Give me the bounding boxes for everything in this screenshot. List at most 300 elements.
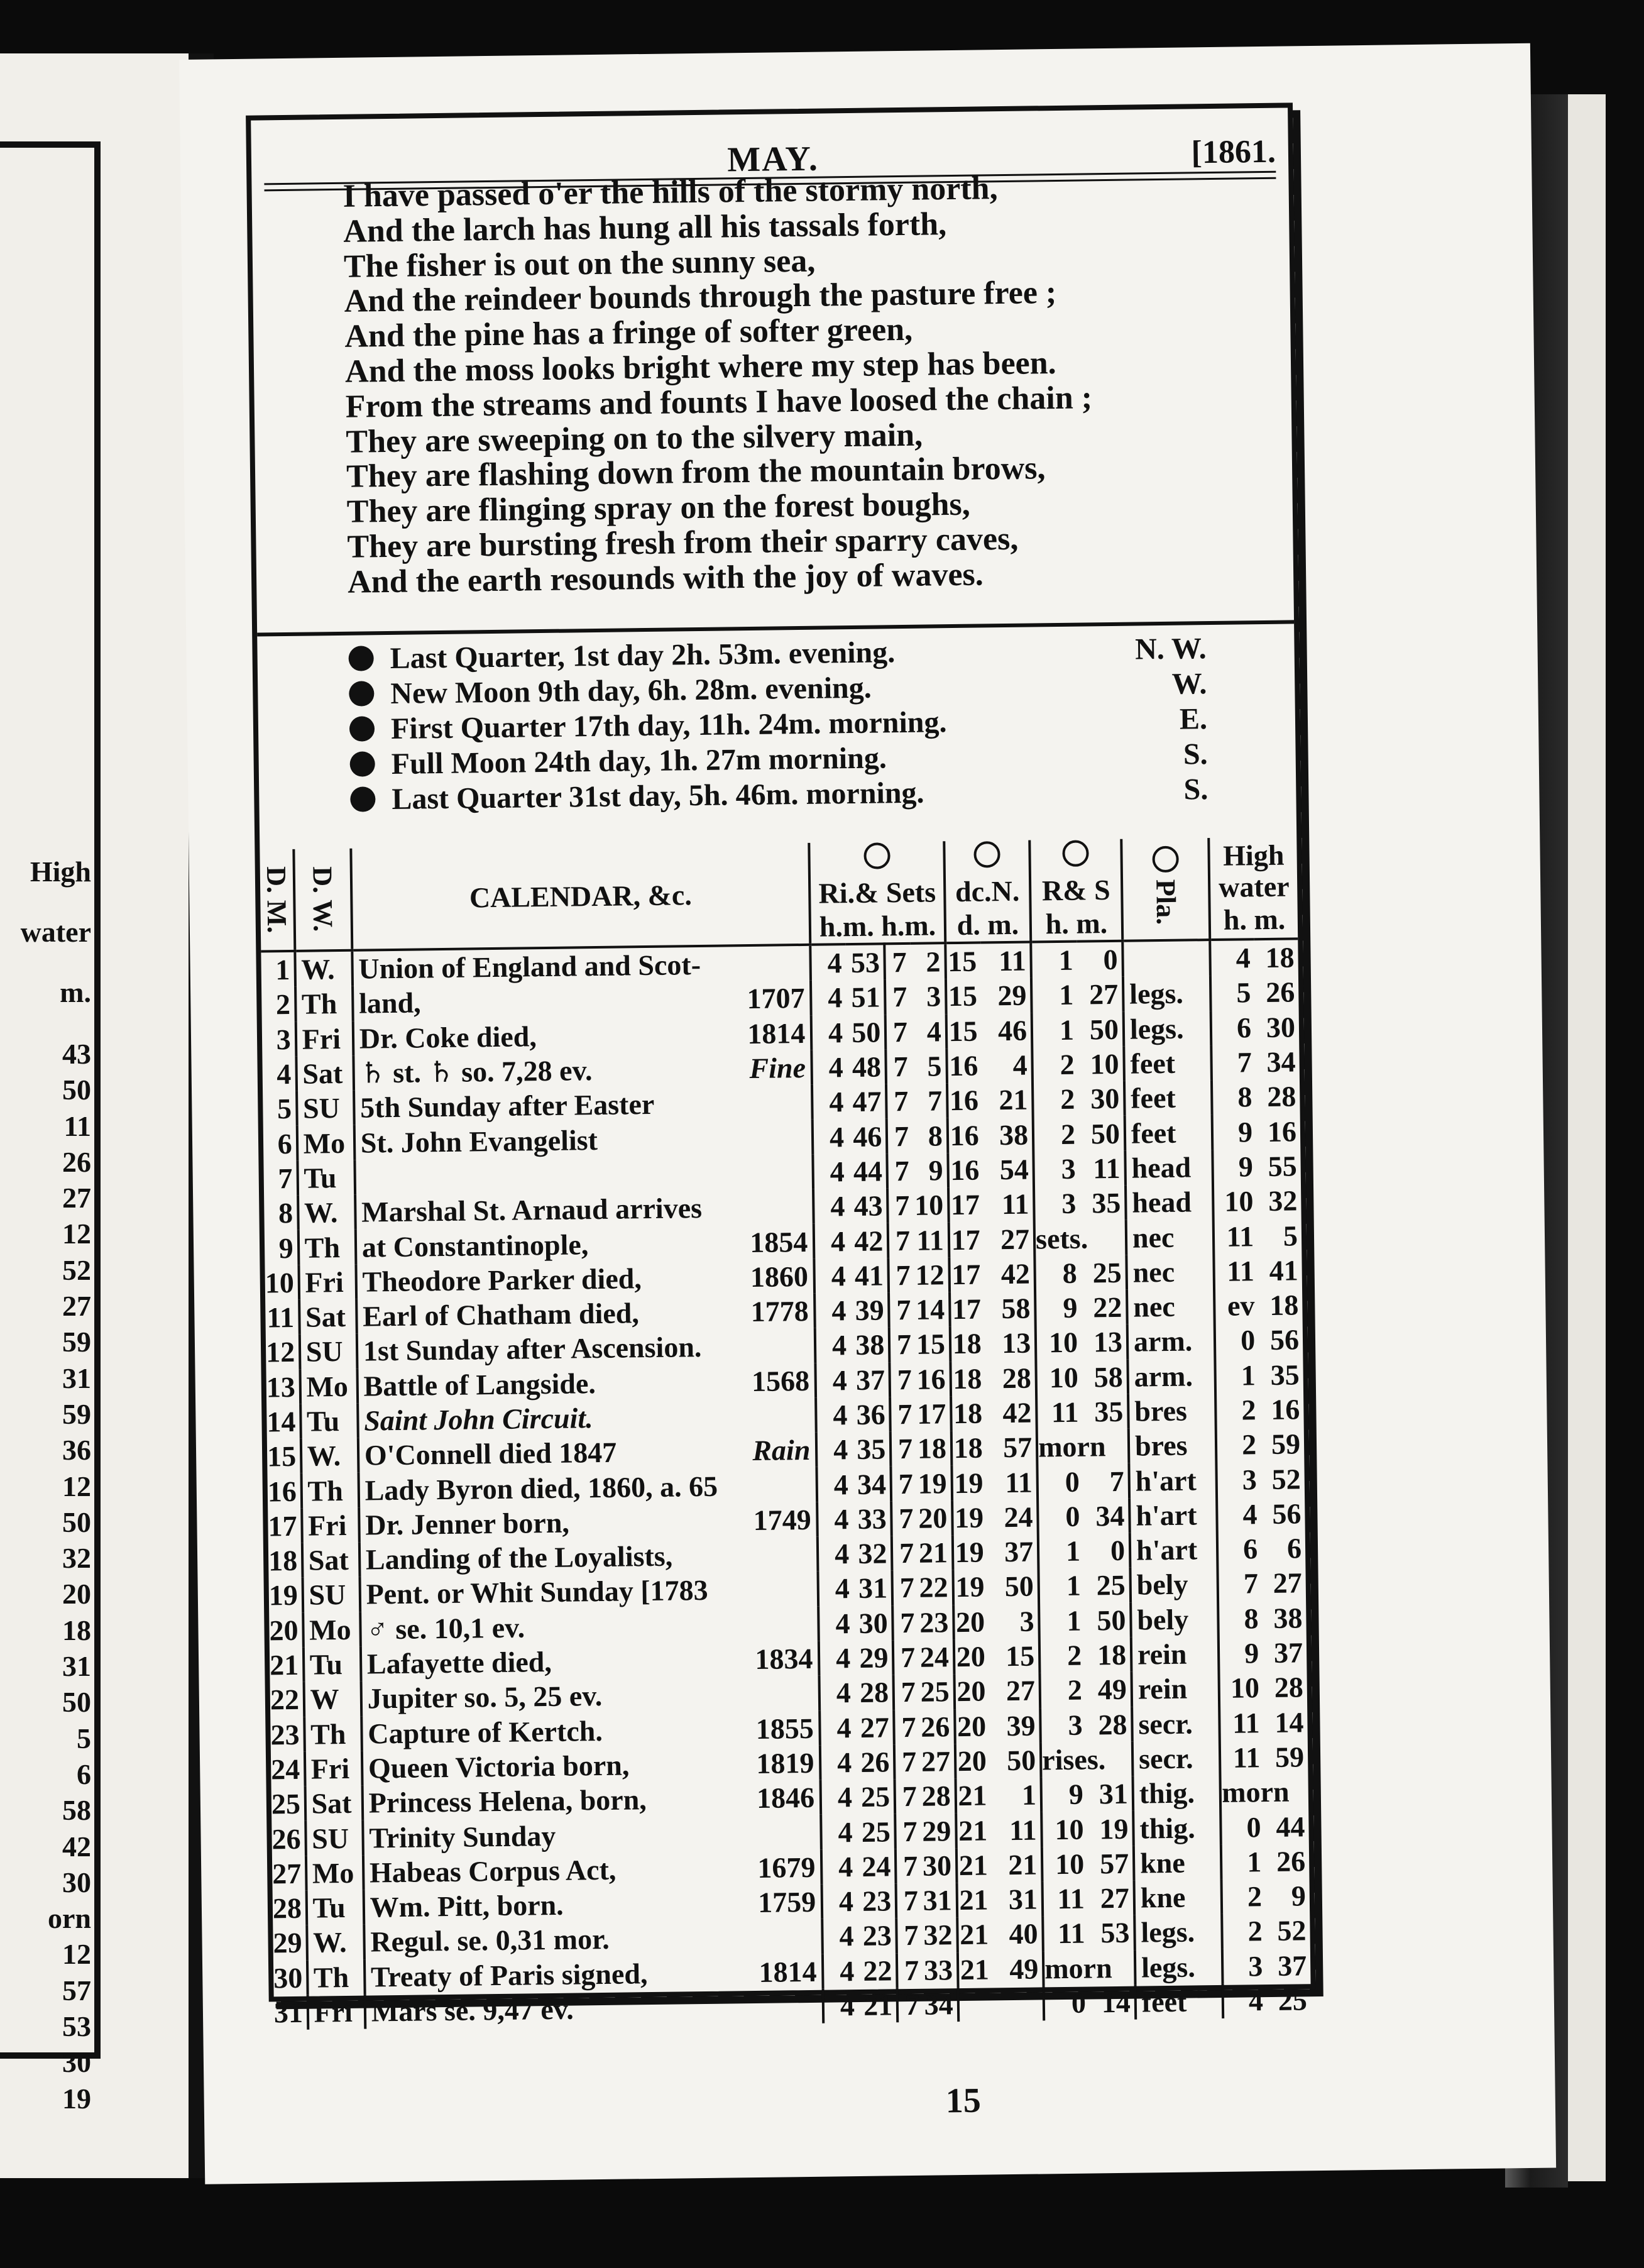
day-of-month-cell: 10	[265, 1266, 295, 1299]
event-text: ♂ se. 10,1 ev.	[366, 1611, 525, 1646]
event-cell	[358, 1398, 816, 1438]
high-water-hour-cell: 1	[1221, 1844, 1265, 1880]
facing-value: 43	[62, 1038, 91, 1070]
facing-value: 50	[62, 1686, 91, 1719]
moon-hour-cell: 10	[1036, 1325, 1082, 1360]
col-moon-place	[1121, 838, 1210, 941]
poem	[342, 168, 1278, 600]
calendar-body	[261, 939, 1311, 2030]
event-cell	[363, 1849, 822, 1890]
declination-minute-cell: 1	[1021, 1778, 1037, 1812]
day-of-week-cell: Fri	[299, 1264, 356, 1299]
sunrise-hour-cell: 4	[811, 980, 846, 1015]
sunset-hour-cell: 7	[887, 1188, 913, 1223]
declination-minute-cell: 21	[1007, 1848, 1038, 1881]
moon-place-cell: legs.	[1123, 976, 1211, 1011]
facing-value: 5	[77, 1722, 91, 1754]
poem-line: They are sweeping on to the silvery main,	[346, 417, 923, 460]
sunset-hour-cell: 7	[887, 1153, 913, 1189]
high-water-minute-cell: 38	[1273, 1602, 1303, 1634]
high-water-minute-cell: 16	[1271, 1393, 1300, 1426]
sunrise-hour-cell: 4	[818, 1606, 853, 1641]
page-edge	[1568, 94, 1606, 2181]
day-of-week-cell: Tu	[297, 1160, 355, 1196]
poem-line: They are flashing down from the mountain brows,	[346, 450, 1046, 495]
day-of-week-cell: SU	[302, 1577, 360, 1612]
sunset-minute-cell: 29	[922, 1814, 951, 1847]
sunrise-hour-cell: 4	[814, 1223, 849, 1258]
col-day-of-week: D. W.	[293, 849, 352, 951]
moon-hour-cell: 2	[1033, 1116, 1080, 1152]
declination-degree-cell: 21	[958, 1952, 993, 1987]
high-water-hour-cell: 3	[1217, 1462, 1261, 1497]
moon-phase-text: New Moon 9th day, 6h. 28m. evening.	[390, 671, 872, 710]
declination-degree-cell: 15	[945, 943, 980, 979]
moon-symbol-icon	[348, 646, 373, 671]
declination-degree-cell: 21	[956, 1847, 992, 1883]
sunset-hour-cell: 7	[896, 1883, 922, 1918]
declination-minute-cell: 42	[1002, 1396, 1032, 1429]
declination-degree-cell: 17	[950, 1291, 985, 1326]
sunrise-minute-cell: 35	[857, 1433, 886, 1466]
moon-phase	[348, 635, 895, 676]
poem-line: And the reindeer bounds through the pasture free ;	[344, 275, 1057, 320]
day-of-month-cell: 7	[278, 1162, 293, 1195]
facing-page-high-water-column	[0, 855, 91, 2117]
day-of-week-cell: Th	[307, 1959, 365, 1995]
event-text: Union of England and Scot-	[358, 949, 701, 985]
sunset-hour-cell: 7	[887, 1118, 912, 1153]
facing-value: 58	[62, 1794, 91, 1827]
sunrise-minute-cell: 27	[860, 1711, 890, 1744]
sunrise-hour-cell: 4	[821, 1849, 857, 1885]
declination-degree-cell: 19	[952, 1500, 987, 1535]
moon-place-cell: nec	[1126, 1254, 1214, 1290]
high-water-hour-cell: morn	[1220, 1775, 1264, 1810]
event-text: Princess Helena, born,	[368, 1783, 647, 1819]
event-text: Saint John Circuit.	[363, 1402, 593, 1437]
moon-hour-cell: 9	[1041, 1777, 1088, 1812]
event-cell	[354, 1155, 813, 1195]
event-cell	[359, 1537, 818, 1577]
sunrise-hour-cell: 4	[811, 944, 846, 981]
moon-minute-cell: 30	[1090, 1082, 1120, 1115]
moon-hour-cell: sets.	[1034, 1221, 1081, 1256]
high-water-minute-cell: 35	[1270, 1358, 1300, 1391]
event-cell	[361, 1710, 820, 1751]
sunrise-hour-cell: 4	[813, 1120, 848, 1155]
sunrise-minute-cell: 22	[863, 1954, 892, 1987]
sunset-minute-cell: 24	[919, 1641, 950, 1673]
moon-icon	[1152, 846, 1179, 873]
moon-hour-cell: 2	[1033, 1082, 1079, 1117]
sunrise-hour-cell: 4	[815, 1328, 850, 1363]
moon-hour-cell: 10	[1041, 1812, 1088, 1847]
day-of-month-cell: 13	[266, 1370, 296, 1404]
declination-degree-cell: 21	[957, 1917, 992, 1952]
event-cell	[359, 1572, 818, 1612]
declination-minute-cell: 11	[1009, 1814, 1037, 1846]
wind-direction: S.	[1183, 773, 1208, 806]
facing-value: 53	[62, 2010, 91, 2043]
event-text: Habeas Corpus Act,	[369, 1853, 616, 1889]
high-water-hour-cell: 11	[1214, 1253, 1258, 1289]
moon-place-cell: head	[1126, 1184, 1214, 1220]
poem-line: And the larch has hung all his tassals forth,	[343, 206, 947, 250]
day-of-month-cell: 17	[268, 1509, 297, 1543]
sunrise-hour-cell: 4	[814, 1258, 850, 1294]
event-cell	[364, 1919, 823, 1959]
poem-line: They are bursting fresh from their sparry caves,	[347, 520, 1019, 565]
moon-place-cell: h'art	[1129, 1462, 1217, 1498]
day-of-week-cell: Sat	[302, 1543, 359, 1578]
facing-value: 19	[62, 2082, 91, 2115]
sunset-hour-cell: 7	[885, 979, 911, 1015]
moon-minute-cell: 49	[1097, 1673, 1127, 1706]
high-water-hour-cell: 4	[1210, 939, 1254, 976]
moon-hour-cell: 0	[1044, 1985, 1090, 2020]
sunset-hour-cell: 7	[890, 1397, 916, 1432]
wind-direction: E.	[1179, 702, 1208, 736]
moon-place-cell: kne	[1134, 1880, 1222, 1915]
declination-minute-cell: 42	[1000, 1257, 1031, 1290]
sunset-minute-cell: 15	[916, 1328, 946, 1361]
high-water-minute-cell: 18	[1269, 1289, 1299, 1322]
event-year: 1778	[750, 1295, 809, 1328]
day-of-month-cell: 8	[278, 1197, 293, 1230]
day-of-month-cell: 22	[270, 1683, 300, 1716]
high-water-minute-cell: 52	[1277, 1914, 1307, 1947]
day-of-month-cell: 16	[267, 1475, 297, 1508]
sunset-minute-cell: 17	[916, 1397, 946, 1430]
col-sun-rise-set	[809, 841, 946, 945]
event-year: Rain	[752, 1434, 811, 1467]
sunset-hour-cell: 7	[894, 1744, 920, 1780]
declination-minute-cell: 29	[997, 979, 1027, 1012]
high-water-minute-cell: 56	[1272, 1497, 1302, 1530]
declination-minute-cell: 27	[1000, 1223, 1030, 1255]
day-of-month-cell: 12	[265, 1336, 295, 1368]
moon-minute-cell: 53	[1100, 1917, 1130, 1949]
sunrise-minute-cell: 25	[861, 1815, 891, 1848]
day-of-month-cell: 27	[271, 1857, 302, 1890]
high-water-minute-cell: 9	[1291, 1880, 1307, 1912]
moon-place-cell: legs.	[1124, 1011, 1212, 1047]
day-of-week-cell: Mo	[297, 1125, 354, 1160]
declination-degree-cell: 19	[951, 1465, 987, 1500]
moon-minute-cell: 18	[1097, 1638, 1127, 1671]
sunset-hour-cell: 7	[897, 1952, 923, 1988]
sunset-minute-cell: 28	[921, 1780, 951, 1813]
moon-minute-cell: 31	[1099, 1778, 1129, 1810]
moon-place-cell: head	[1125, 1150, 1213, 1186]
sunset-hour-cell: 7	[892, 1570, 918, 1605]
facing-header-line: High	[30, 856, 91, 888]
event-cell	[361, 1676, 819, 1716]
sunset-minute-cell: 8	[928, 1119, 943, 1152]
event-cell	[353, 1015, 812, 1055]
declination-degree-cell: 20	[954, 1674, 989, 1709]
high-water-hour-cell: 2	[1222, 1879, 1266, 1914]
poem-line: They are flinging spray on the forest boughs,	[346, 486, 971, 530]
high-water-minute-cell: 6	[1286, 1532, 1302, 1565]
declination-minute-cell: 39	[1006, 1709, 1036, 1742]
year-label: [1861.	[1191, 133, 1276, 171]
day-of-month-cell: 20	[269, 1614, 299, 1647]
sunrise-minute-cell: 37	[855, 1363, 885, 1396]
sunrise-minute-cell: 38	[855, 1328, 885, 1362]
event-text: Capture of Kertch.	[368, 1714, 603, 1750]
high-water-hour-cell: 7	[1212, 1045, 1256, 1080]
sun-icon	[863, 842, 890, 869]
event-cell	[356, 1258, 814, 1299]
moon-place-cell: kne	[1134, 1845, 1222, 1881]
calendar-table	[260, 837, 1311, 2030]
day-of-week-cell: Sat	[296, 1056, 354, 1091]
event-text: Regul. se. 0,31 mor.	[370, 1923, 610, 1958]
high-water-hour-cell: 11	[1220, 1705, 1264, 1741]
facing-value: 31	[62, 1362, 91, 1394]
moon-hour-cell: 1	[1039, 1568, 1085, 1604]
moon-header-label: R& S	[1041, 873, 1110, 906]
facing-header-line: water	[20, 916, 91, 948]
moon-hour-cell: 3	[1040, 1707, 1087, 1742]
facing-value: 6	[77, 1758, 91, 1790]
sunrise-minute-cell: 36	[856, 1398, 885, 1431]
day-of-week-cell: Fri	[307, 1995, 365, 2030]
sunset-hour-cell: 7	[891, 1501, 917, 1536]
moon-hour-cell: 1	[1031, 977, 1078, 1013]
event-cell	[364, 1989, 823, 2029]
sunset-hour-cell: 7	[886, 1049, 912, 1084]
high-water-minute-cell: 28	[1274, 1671, 1304, 1704]
facing-value: 12	[62, 1218, 91, 1250]
day-of-month-cell: 4	[277, 1057, 292, 1091]
moon-hour-cell: 10	[1042, 1846, 1088, 1881]
facing-value: 12	[62, 1938, 91, 1971]
sunset-minute-cell: 7	[927, 1084, 943, 1117]
moon-place-cell: h'art	[1129, 1497, 1217, 1533]
event-text: Pent. or Whit Sunday [1783	[366, 1574, 708, 1611]
moon-minute-cell: 27	[1088, 978, 1119, 1011]
moon-symbol-icon	[350, 786, 375, 812]
day-of-week-cell: W.	[298, 1195, 356, 1230]
sunrise-hour-cell: 4	[817, 1502, 852, 1537]
declination-degree-cell: 18	[950, 1326, 985, 1362]
event-text: ♄ st. ♄ so. 7,28 ev.	[359, 1054, 593, 1089]
sunset-hour-cell: 7	[890, 1431, 916, 1467]
facing-value: 50	[62, 1074, 91, 1106]
high-water-minute-cell: 37	[1277, 1949, 1307, 1982]
sunrise-hour-cell: 4	[822, 1918, 857, 1954]
event-text: land,	[358, 986, 421, 1020]
sunrise-minute-cell: 30	[858, 1607, 889, 1639]
poem-line: And the pine has a fringe of softer green,	[344, 311, 913, 355]
high-water-hour-cell: 8	[1219, 1601, 1263, 1636]
day-of-week-cell: Mo	[303, 1612, 361, 1647]
moon-minute-cell: 34	[1095, 1499, 1125, 1533]
sunset-hour-cell: 7	[897, 1988, 923, 2023]
sunset-hour-cell: 7	[892, 1536, 918, 1571]
day-of-month-cell: 25	[271, 1788, 301, 1820]
moon-hour-cell: 0	[1037, 1464, 1083, 1499]
high-water-hour-cell: 7	[1218, 1566, 1262, 1601]
declination-minute-cell: 27	[1006, 1674, 1036, 1707]
event-text: Wm. Pitt, born.	[370, 1888, 564, 1924]
sunrise-minute-cell: 43	[853, 1189, 883, 1223]
moon-minute-cell: 58	[1093, 1360, 1123, 1394]
moon-hour-cell: rises.	[1041, 1742, 1087, 1777]
sunset-hour-cell: 7	[895, 1779, 921, 1814]
high-water-hour-cell: 5	[1210, 976, 1254, 1011]
sunset-hour-cell: 7	[894, 1675, 919, 1710]
moon-symbol-icon	[349, 716, 375, 741]
event-cell	[354, 1120, 813, 1160]
event-year: 1819	[756, 1746, 814, 1780]
declination-minute-cell: 49	[1009, 1952, 1039, 1985]
day-of-month-cell: 24	[270, 1753, 300, 1786]
wind-direction: W.	[1171, 667, 1207, 701]
high-water-minute-cell: 28	[1266, 1080, 1296, 1113]
event-cell	[360, 1606, 819, 1646]
moon-hour-cell: morn	[1043, 1951, 1090, 1986]
day-of-month-cell: 15	[266, 1440, 297, 1473]
declination-minute-cell	[993, 1986, 1044, 2021]
high-water-minute-cell: 34	[1266, 1045, 1296, 1079]
day-of-month-cell: 31	[273, 1996, 304, 2029]
sunrise-hour-cell: 4	[816, 1432, 852, 1467]
sunrise-minute-cell: 41	[854, 1259, 884, 1292]
declination-degree-cell: 15	[946, 979, 981, 1014]
moon-hour-cell: 3	[1033, 1151, 1080, 1186]
event-year: 1814	[747, 1016, 806, 1050]
sunrise-minute-cell: 50	[851, 1016, 881, 1049]
sunset-minute-cell: 4	[926, 1015, 942, 1048]
sunrise-hour-cell: 4	[819, 1675, 855, 1710]
day-of-week-cell: W	[304, 1682, 361, 1717]
day-of-month-cell: 23	[270, 1718, 300, 1751]
event-text: Landing of the Loyalists,	[365, 1539, 673, 1576]
moon-minute-cell: 10	[1090, 1047, 1119, 1081]
moon-place-cell: nec	[1127, 1289, 1215, 1324]
event-text: at Constantinople,	[361, 1228, 589, 1263]
event-text: 5th Sunday after Easter	[359, 1088, 655, 1124]
declination-degree-cell: 16	[946, 1048, 982, 1083]
high-water-header-label: High water	[1218, 839, 1290, 903]
moon-phase	[350, 776, 924, 817]
declination-minute-cell: 40	[1009, 1917, 1038, 1951]
high-water-hour-cell: 4	[1217, 1497, 1261, 1532]
moon-symbol-icon	[349, 751, 375, 776]
sunset-hour-cell: 7	[892, 1605, 918, 1640]
event-text: 1st Sunday after Ascension.	[363, 1331, 702, 1367]
sunrise-hour-cell: 4	[819, 1710, 855, 1746]
moon-minute-cell: 57	[1099, 1847, 1129, 1880]
moon-phases	[257, 620, 1296, 847]
sunset-minute-cell: 32	[923, 1918, 953, 1952]
day-of-week-cell: SU	[299, 1334, 357, 1369]
sunset-hour-cell: 7	[896, 1918, 922, 1953]
wind-direction: S.	[1183, 737, 1208, 771]
sunrise-minute-cell: 25	[860, 1780, 890, 1814]
event-text: Dr. Jenner born,	[364, 1506, 570, 1541]
page-frame	[246, 102, 1316, 2029]
moon-symbol-icon	[349, 681, 374, 706]
sunset-minute-cell: 9	[928, 1154, 943, 1187]
high-water-hour-cell: 9	[1219, 1636, 1263, 1671]
sunset-minute-cell: 19	[918, 1467, 947, 1500]
declination-minute-cell: 57	[1002, 1431, 1033, 1464]
declination-minute-cell: 46	[997, 1014, 1028, 1047]
declination-degree-cell: 20	[953, 1604, 989, 1639]
sunrise-minute-cell: 51	[851, 981, 880, 1014]
declination-degree-cell: 19	[953, 1570, 988, 1605]
event-text: Lafayette died,	[366, 1646, 552, 1680]
col-day-of-month: D. M.	[260, 849, 295, 952]
day-of-week-cell: Th	[298, 1230, 356, 1265]
sunrise-minute-cell: 39	[855, 1294, 884, 1327]
declination-minute-cell: 54	[999, 1153, 1029, 1186]
moon-hour-cell: 3	[1034, 1186, 1080, 1221]
high-water-hour-cell: ev	[1214, 1288, 1258, 1323]
facing-value: 26	[62, 1145, 91, 1178]
moon-hour-cell: 11	[1043, 1916, 1089, 1951]
moon-minute-cell: 19	[1099, 1812, 1129, 1845]
event-text: Dr. Coke died,	[359, 1020, 537, 1055]
col-calendar: CALENDAR, &c.	[351, 843, 810, 950]
moon-place-cell: legs.	[1135, 1949, 1223, 1985]
facing-value: 27	[62, 1182, 91, 1214]
declination-degree-cell: 21	[956, 1813, 991, 1848]
moon-phase	[349, 705, 947, 747]
high-water-hour-cell: 3	[1222, 1949, 1266, 1984]
moon-hour-cell: 9	[1035, 1291, 1082, 1326]
sunrise-hour-cell: 4	[813, 1154, 848, 1189]
sunrise-minute-cell: 21	[863, 1989, 893, 2022]
facing-value: 30	[62, 1866, 91, 1898]
moon-hour-cell: 10	[1036, 1360, 1082, 1395]
day-of-month-cell: 19	[268, 1579, 299, 1612]
day-of-week-cell: Mo	[300, 1368, 358, 1404]
sunrise-minute-cell: 33	[857, 1502, 887, 1535]
declination-degree-cell: 20	[955, 1743, 990, 1778]
high-water-minute-cell: 32	[1268, 1184, 1298, 1218]
day-of-week-cell: Fri	[295, 1021, 353, 1056]
sunrise-minute-cell: 34	[857, 1468, 887, 1500]
sunset-hour-cell: 7	[888, 1223, 914, 1258]
moon-place-cell: rein	[1131, 1636, 1219, 1672]
sunrise-minute-cell: 24	[862, 1850, 891, 1883]
day-of-month-cell: 21	[269, 1648, 299, 1682]
col-high-water	[1209, 837, 1298, 940]
moon-hour-cell: 11	[1043, 1881, 1089, 1917]
high-water-hour-cell: 6	[1211, 1010, 1255, 1045]
sunrise-hour-cell: 4	[819, 1641, 854, 1676]
event-year: 1749	[753, 1503, 812, 1536]
event-year: 1855	[755, 1712, 814, 1745]
moon-place-cell: bres	[1129, 1428, 1217, 1463]
sunset-minute-cell: 22	[919, 1571, 948, 1604]
moon-place-cell: feet	[1124, 1080, 1212, 1116]
moon-minute-cell: 35	[1094, 1395, 1124, 1428]
moon-phase-text: Last Quarter 31st day, 5h. 46m. morning.	[392, 776, 924, 816]
day-of-week-cell: Mo	[306, 1855, 364, 1890]
declination-minute-cell: 28	[1002, 1362, 1032, 1394]
event-text: Marshal St. Arnaud arrives	[361, 1192, 703, 1228]
event-year: 1814	[759, 1955, 817, 1988]
event-cell	[357, 1328, 816, 1368]
day-of-month-cell: 30	[273, 1961, 303, 1995]
